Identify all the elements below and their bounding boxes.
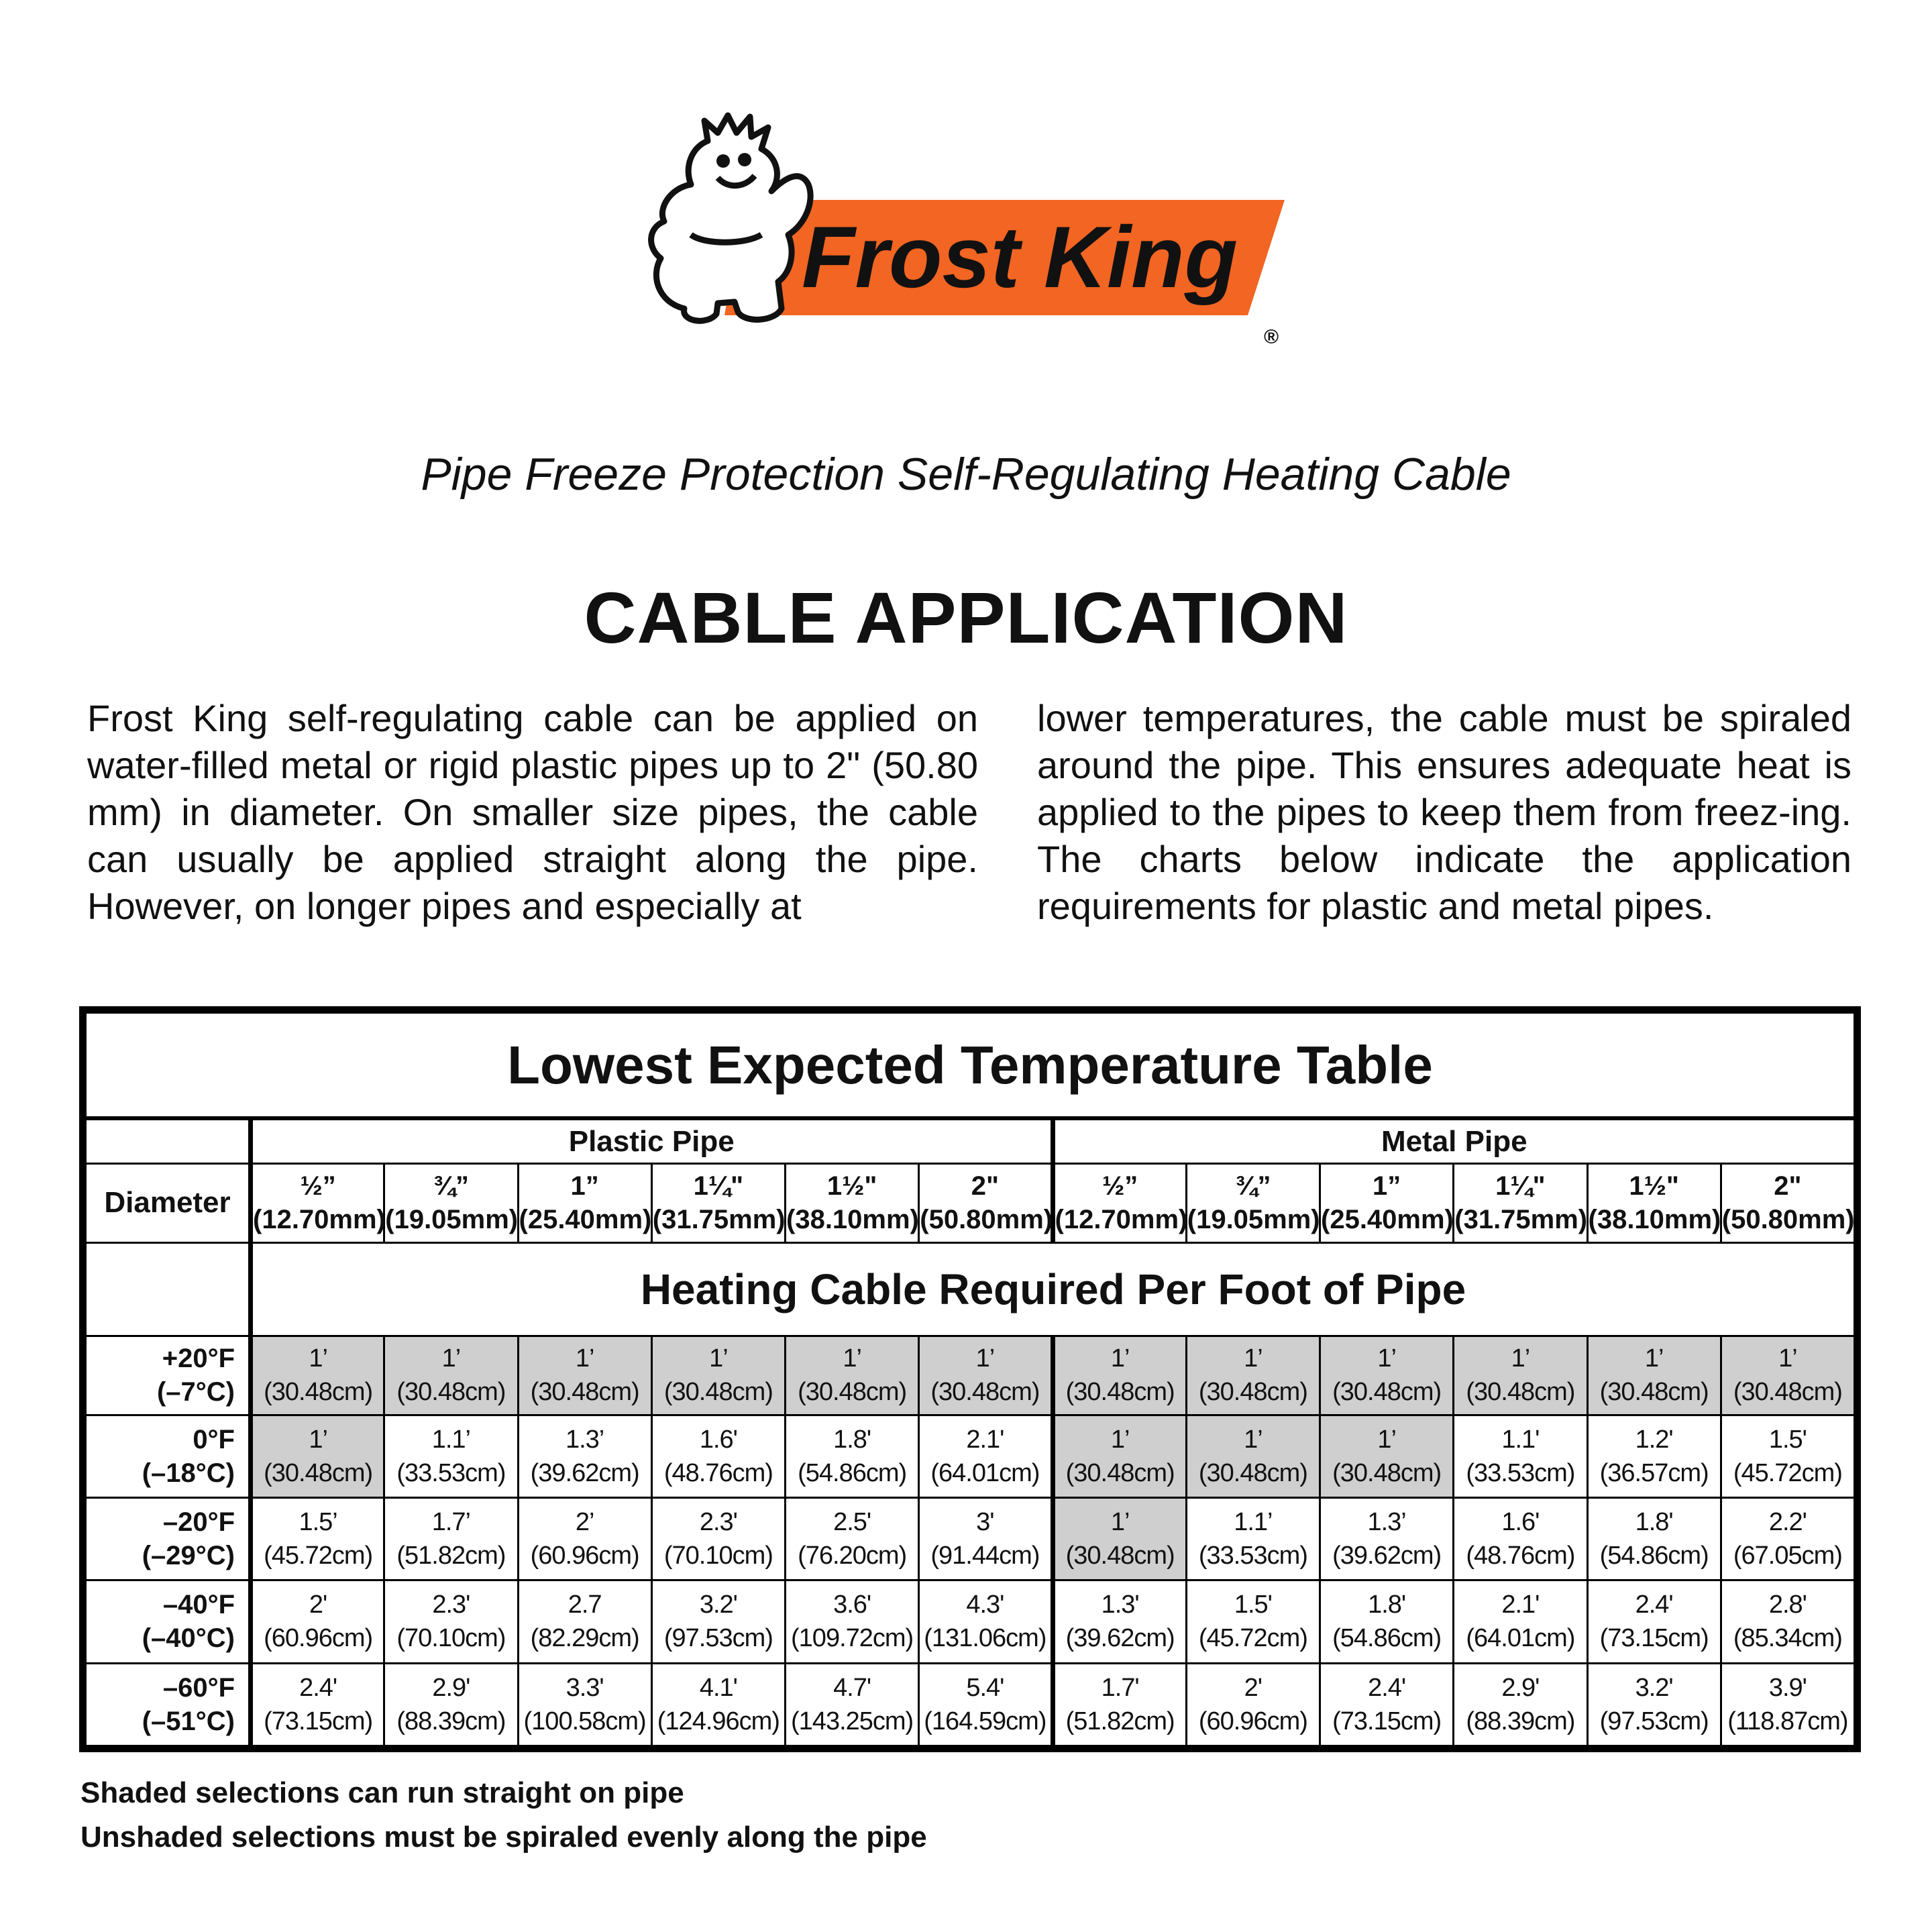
cable-length-cell xyxy=(1587,1415,1721,1497)
cable-length-cell xyxy=(1186,1580,1320,1663)
cable-length-cm: (54.86cm) xyxy=(1599,1542,1709,1570)
cable-length-cm: (30.48cm) xyxy=(264,1378,373,1407)
cable-length-cm: (97.53cm) xyxy=(1599,1707,1709,1735)
shaded-note: Shaded selections can run straight on pipe xyxy=(80,1776,684,1809)
cable-length-cell xyxy=(919,1415,1053,1497)
cable-length-cell xyxy=(1721,1336,1854,1415)
cable-length-feet: 2.8' xyxy=(1768,1591,1807,1619)
cable-length-feet: 1’ xyxy=(1377,1425,1396,1454)
cable-length-cm: (70.10cm) xyxy=(663,1542,773,1570)
cable-length-cell xyxy=(384,1336,518,1415)
cable-length-cm: (48.76cm) xyxy=(1466,1542,1575,1570)
cable-length-cell xyxy=(919,1336,1053,1415)
cable-length-cm: (45.72cm) xyxy=(1733,1458,1842,1487)
cable-length-cm: (45.72cm) xyxy=(1198,1624,1307,1653)
temperature-fahrenheit: –60°F xyxy=(162,1672,235,1703)
temperature-label xyxy=(86,1663,251,1746)
temperature-celsius: (–18°C) xyxy=(142,1458,235,1488)
cable-length-feet: 3.9' xyxy=(1768,1673,1807,1702)
temperature-fahrenheit: –40°F xyxy=(162,1590,235,1620)
cable-length-cm: (100.58cm) xyxy=(523,1707,646,1735)
cable-length-feet: 1’ xyxy=(709,1344,728,1373)
cable-length-cell xyxy=(1186,1415,1320,1497)
cable-length-cell xyxy=(1320,1580,1454,1663)
cable-length-feet: 2.7 xyxy=(568,1591,602,1619)
cable-length-cm: (64.01cm) xyxy=(1466,1624,1575,1653)
cable-length-cell xyxy=(1454,1663,1587,1746)
cable-length-cm: (30.48cm) xyxy=(1332,1378,1442,1407)
cable-length-feet: 2' xyxy=(309,1591,327,1619)
temperature-fahrenheit: +20°F xyxy=(162,1344,235,1374)
cable-length-cm: (30.48cm) xyxy=(1065,1378,1175,1407)
cable-length-cell xyxy=(1320,1663,1454,1746)
table-row xyxy=(86,1415,1855,1497)
temperature-fahrenheit: 0°F xyxy=(193,1424,235,1454)
cable-length-cell xyxy=(518,1497,651,1580)
unshaded-note: Unshaded selections must be spiraled evenly along the pipe xyxy=(80,1821,927,1854)
table-title: Lowest Expected Temperature Table xyxy=(86,1013,1855,1119)
intro-paragraph-left: Frost King self-regulating cable can be applied on water-filled metal or rigid plastic pipes up to 2" (50.80 mm) in diameter. On smaller size pipes, the cable can usually be applied straight along the pipe. However, on longer pipes and especially at xyxy=(87,697,978,927)
cable-length-cm: (36.57cm) xyxy=(1599,1458,1709,1487)
cable-length-feet: 1.3’ xyxy=(565,1425,604,1454)
cable-length-cm: (88.39cm) xyxy=(1466,1707,1575,1735)
metal-size-header xyxy=(1454,1164,1587,1242)
cable-length-cell xyxy=(1186,1663,1320,1746)
cable-length-cell xyxy=(786,1415,919,1497)
temperature-celsius: (–51°C) xyxy=(142,1706,235,1736)
size-inches: ¾” xyxy=(1235,1171,1271,1201)
cable-length-feet: 1.8' xyxy=(1635,1508,1673,1537)
cable-length-feet: 1.2' xyxy=(1635,1425,1673,1454)
cable-length-cm: (131.06cm) xyxy=(924,1624,1046,1653)
cable-length-cm: (39.62cm) xyxy=(1332,1542,1442,1570)
cable-length-cm: (39.62cm) xyxy=(1065,1624,1175,1653)
cable-length-cm: (30.48cm) xyxy=(1733,1378,1842,1407)
size-inches: 1½" xyxy=(1629,1171,1679,1201)
cable-length-feet: 1’ xyxy=(1377,1344,1396,1373)
cable-length-cell xyxy=(1721,1580,1854,1663)
size-millimeters: (31.75mm) xyxy=(652,1205,786,1235)
cable-length-cell xyxy=(1587,1663,1721,1746)
cable-length-feet: 1.1’ xyxy=(431,1425,471,1454)
cable-length-cell xyxy=(251,1663,384,1746)
cable-length-feet: 1’ xyxy=(1110,1344,1130,1373)
cable-length-cm: (30.48cm) xyxy=(396,1378,506,1407)
cable-length-cm: (67.05cm) xyxy=(1733,1542,1842,1570)
cable-length-cell xyxy=(384,1497,518,1580)
cable-length-feet: 3.3' xyxy=(566,1673,604,1702)
cable-length-feet: 1.8' xyxy=(833,1425,871,1454)
size-millimeters: (12.70mm) xyxy=(253,1205,386,1235)
cable-length-feet: 2.1' xyxy=(966,1425,1004,1454)
cable-length-cm: (60.96cm) xyxy=(264,1624,373,1653)
cable-length-feet: 1’ xyxy=(1110,1508,1130,1537)
cable-length-feet: 1’ xyxy=(575,1344,594,1373)
table-row xyxy=(86,1580,1855,1663)
temperature-celsius: (–7°C) xyxy=(156,1377,235,1407)
cable-length-cell xyxy=(1454,1580,1587,1663)
cable-length-cell xyxy=(1053,1663,1186,1746)
size-inches: ½” xyxy=(300,1171,336,1201)
cable-length-feet: 3.2' xyxy=(1635,1673,1673,1702)
cable-length-cell xyxy=(651,1415,785,1497)
cable-length-cell xyxy=(1454,1415,1587,1497)
cable-length-cell xyxy=(919,1497,1053,1580)
table-subheading: Heating Cable Required Per Foot of Pipe xyxy=(251,1242,1855,1336)
cable-length-feet: 1’ xyxy=(1244,1344,1263,1373)
cable-length-feet: 1.1’ xyxy=(1234,1508,1273,1537)
plastic-size-header xyxy=(786,1164,919,1242)
cable-length-cm: (51.82cm) xyxy=(1065,1707,1175,1735)
cable-length-cm: (82.29cm) xyxy=(530,1624,639,1653)
cable-length-cm: (30.48cm) xyxy=(1198,1378,1307,1407)
cable-length-feet: 2.4' xyxy=(299,1673,337,1702)
temperature-label xyxy=(86,1336,251,1415)
size-inches: 1” xyxy=(570,1171,599,1201)
plastic-size-header xyxy=(919,1164,1053,1242)
cable-length-cm: (30.48cm) xyxy=(264,1458,373,1487)
cable-length-cell xyxy=(1053,1497,1186,1580)
cable-length-cm: (64.01cm) xyxy=(930,1458,1040,1487)
cable-length-cell xyxy=(786,1580,919,1663)
size-inches: ½” xyxy=(1102,1171,1138,1201)
metal-size-header xyxy=(1186,1164,1320,1242)
cable-length-cell xyxy=(786,1663,919,1746)
frost-king-logo xyxy=(644,107,1288,349)
cable-length-cell xyxy=(919,1580,1053,1663)
cable-length-cell xyxy=(651,1663,785,1746)
cable-length-feet: 3.2' xyxy=(699,1591,737,1619)
cable-length-feet: 4.1' xyxy=(699,1673,737,1702)
cable-length-cm: (33.53cm) xyxy=(396,1458,506,1487)
cable-length-feet: 1’ xyxy=(843,1344,861,1373)
cable-length-feet: 2.9' xyxy=(1501,1673,1540,1702)
cable-length-cell xyxy=(651,1497,785,1580)
cable-length-feet: 1’ xyxy=(1644,1344,1664,1373)
cable-length-cm: (30.48cm) xyxy=(1466,1378,1575,1407)
cable-length-cm: (30.48cm) xyxy=(530,1378,639,1407)
cable-length-cm: (33.53cm) xyxy=(1198,1542,1307,1570)
cable-length-cm: (73.15cm) xyxy=(1332,1707,1442,1735)
cable-length-cell xyxy=(384,1415,518,1497)
cable-length-feet: 2’ xyxy=(575,1508,594,1537)
cable-length-feet: 1.6' xyxy=(1501,1508,1540,1537)
cable-length-feet: 2.3' xyxy=(432,1591,470,1619)
size-inches: 1¼" xyxy=(693,1171,744,1201)
metal-size-header xyxy=(1320,1164,1454,1242)
cable-length-cell xyxy=(384,1663,518,1746)
cable-length-feet: 2.2' xyxy=(1768,1508,1807,1537)
plastic-size-header xyxy=(651,1164,785,1242)
temperature-fahrenheit: –20°F xyxy=(162,1507,235,1538)
cable-length-cell xyxy=(919,1663,1053,1746)
cable-length-feet: 1.8' xyxy=(1368,1591,1406,1619)
cable-length-cell xyxy=(518,1336,651,1415)
cable-length-feet: 2.4' xyxy=(1368,1673,1406,1702)
cable-length-cm: (30.48cm) xyxy=(930,1378,1040,1407)
cable-length-cm: (30.48cm) xyxy=(1332,1458,1442,1487)
cable-length-cm: (54.86cm) xyxy=(798,1458,907,1487)
cable-length-feet: 1.1' xyxy=(1501,1425,1540,1454)
cable-length-feet: 2' xyxy=(1244,1673,1263,1702)
cable-length-cell xyxy=(1721,1663,1854,1746)
size-inches: 2" xyxy=(1774,1171,1802,1201)
size-millimeters: (25.40mm) xyxy=(519,1205,652,1235)
cable-length-cell xyxy=(786,1336,919,1415)
plastic-size-header xyxy=(518,1164,651,1242)
cable-length-cm: (33.53cm) xyxy=(1466,1458,1575,1487)
cable-length-cm: (30.48cm) xyxy=(1599,1378,1709,1407)
size-millimeters: (31.75mm) xyxy=(1454,1205,1588,1235)
cable-length-cell xyxy=(251,1415,384,1497)
cable-length-cm: (73.15cm) xyxy=(264,1707,373,1735)
diameter-label: Diameter xyxy=(86,1164,251,1242)
cable-length-cell xyxy=(1587,1497,1721,1580)
cable-length-feet: 4.3' xyxy=(966,1591,1004,1619)
plastic-size-header xyxy=(384,1164,518,1242)
cable-length-feet: 1.7’ xyxy=(431,1508,471,1537)
temperature-label xyxy=(86,1415,251,1497)
cable-length-cm: (124.96cm) xyxy=(657,1707,780,1735)
temperature-label xyxy=(86,1580,251,1663)
logo-registered-mark: ® xyxy=(1263,326,1279,348)
cable-length-feet: 5.4' xyxy=(966,1673,1004,1702)
size-inches: 2" xyxy=(971,1171,999,1201)
cable-length-cm: (60.96cm) xyxy=(530,1542,639,1570)
cable-length-feet: 1.5' xyxy=(1768,1425,1807,1454)
metal-size-header xyxy=(1721,1164,1854,1242)
cable-length-feet: 2.9' xyxy=(432,1673,470,1702)
intro-paragraph-right: lower temperatures, the cable must be spiraled around the pipe. This ensures adequate heat is applied to the pipes to keep them from freez-ing. The charts below indicate the application requirements for plastic and metal pipes. xyxy=(1037,697,1851,927)
metal-size-header xyxy=(1053,1164,1186,1242)
cable-length-cell xyxy=(384,1580,518,1663)
cable-length-feet: 2.5' xyxy=(833,1508,871,1537)
cable-length-feet: 1’ xyxy=(1778,1344,1797,1373)
logo-wordmark: Frost King xyxy=(802,208,1238,306)
cable-length-cell xyxy=(1053,1336,1186,1415)
cable-length-feet: 2.1' xyxy=(1501,1591,1540,1619)
temperature-table-frame xyxy=(79,1006,1861,1752)
table-notes xyxy=(80,1771,927,1860)
cable-length-cell xyxy=(1320,1336,1454,1415)
size-millimeters: (50.80mm) xyxy=(920,1205,1053,1235)
cable-length-cell xyxy=(251,1497,384,1580)
cable-length-feet: 3' xyxy=(976,1508,994,1537)
cable-length-cm: (30.48cm) xyxy=(1198,1458,1307,1487)
cable-length-cell xyxy=(1587,1336,1721,1415)
cable-length-feet: 1’ xyxy=(975,1344,995,1373)
cable-length-cell xyxy=(1721,1497,1854,1580)
plastic-pipe-header: Plastic Pipe xyxy=(251,1118,1053,1164)
cable-length-feet: 1.3’ xyxy=(1367,1508,1406,1537)
temperature-celsius: (–40°C) xyxy=(142,1623,235,1654)
cable-length-feet: 1.5' xyxy=(1234,1591,1272,1619)
cable-length-cm: (30.48cm) xyxy=(798,1378,907,1407)
document-heading: CABLE APPLICATION xyxy=(584,577,1348,658)
cable-length-feet: 1.7' xyxy=(1101,1673,1139,1702)
cable-length-feet: 1’ xyxy=(1511,1344,1530,1373)
cable-length-cm: (30.48cm) xyxy=(1065,1458,1175,1487)
size-inches: ¾” xyxy=(433,1171,470,1201)
cable-length-cm: (45.72cm) xyxy=(264,1542,373,1570)
cable-length-feet: 3.6' xyxy=(833,1591,871,1619)
cable-length-feet: 2.4' xyxy=(1635,1591,1673,1619)
cable-length-feet: 1’ xyxy=(1244,1425,1263,1454)
document-subtitle: Pipe Freeze Protection Self-Regulating Heating Cable xyxy=(421,449,1511,500)
cable-length-cell xyxy=(786,1497,919,1580)
cable-length-cm: (54.86cm) xyxy=(1332,1624,1442,1653)
cable-length-cell xyxy=(1320,1415,1454,1497)
blank-label-cell xyxy=(86,1242,251,1336)
temperature-celsius: (–29°C) xyxy=(142,1541,235,1571)
size-millimeters: (19.05mm) xyxy=(385,1205,519,1235)
cable-length-cm: (39.62cm) xyxy=(530,1458,639,1487)
cable-length-cell xyxy=(251,1336,384,1415)
size-millimeters: (19.05mm) xyxy=(1187,1205,1320,1235)
cable-length-cm: (109.72cm) xyxy=(791,1624,914,1653)
metal-size-header xyxy=(1587,1164,1721,1242)
cable-length-cm: (48.76cm) xyxy=(663,1458,773,1487)
metal-pipe-header: Metal Pipe xyxy=(1053,1118,1855,1164)
cable-length-cell xyxy=(1186,1497,1320,1580)
cable-length-cm: (118.87cm) xyxy=(1727,1707,1848,1735)
cable-length-cm: (143.25cm) xyxy=(791,1707,914,1735)
diameter-row xyxy=(86,1164,1855,1242)
temperature-label xyxy=(86,1497,251,1580)
cable-length-cm: (30.48cm) xyxy=(663,1378,773,1407)
cable-length-cell xyxy=(1186,1336,1320,1415)
table-row xyxy=(86,1336,1855,1415)
temperature-table xyxy=(85,1012,1856,1747)
cable-length-cell xyxy=(1454,1336,1587,1415)
size-inches: 1½" xyxy=(826,1171,877,1201)
cable-length-cell xyxy=(1454,1497,1587,1580)
cable-length-cm: (70.10cm) xyxy=(396,1624,506,1653)
cable-length-feet: 1’ xyxy=(309,1344,327,1373)
cable-length-feet: 1’ xyxy=(309,1425,327,1454)
table-row xyxy=(86,1497,1855,1580)
cable-length-feet: 1.6' xyxy=(699,1425,737,1454)
cable-length-feet: 1’ xyxy=(441,1344,461,1373)
size-millimeters: (50.80mm) xyxy=(1721,1205,1855,1235)
cable-length-cell xyxy=(251,1580,384,1663)
size-inches: 1” xyxy=(1373,1171,1401,1201)
cable-length-cm: (73.15cm) xyxy=(1599,1624,1709,1653)
cable-length-cell xyxy=(518,1580,651,1663)
cable-length-cm: (91.44cm) xyxy=(930,1542,1040,1570)
cable-length-cm: (85.34cm) xyxy=(1733,1624,1842,1653)
size-millimeters: (38.10mm) xyxy=(786,1205,919,1235)
size-millimeters: (38.10mm) xyxy=(1588,1205,1721,1235)
cable-length-feet: 1’ xyxy=(1110,1425,1130,1454)
size-millimeters: (25.40mm) xyxy=(1321,1205,1454,1235)
cable-length-cm: (88.39cm) xyxy=(396,1707,506,1735)
plastic-size-header xyxy=(251,1164,384,1242)
cable-length-cm: (30.48cm) xyxy=(1065,1542,1175,1570)
cable-length-cell xyxy=(1587,1580,1721,1663)
cable-length-cell xyxy=(518,1663,651,1746)
cable-length-feet: 4.7' xyxy=(833,1673,871,1702)
cable-length-cell xyxy=(1053,1580,1186,1663)
size-inches: 1¼" xyxy=(1495,1171,1546,1201)
cable-length-cm: (60.96cm) xyxy=(1198,1707,1307,1735)
cable-length-cm: (97.53cm) xyxy=(663,1624,773,1653)
blank-corner-cell xyxy=(86,1118,251,1164)
cable-length-cell xyxy=(1053,1415,1186,1497)
cable-length-cm: (51.82cm) xyxy=(396,1542,506,1570)
cable-length-cell xyxy=(651,1580,785,1663)
size-millimeters: (12.70mm) xyxy=(1055,1205,1188,1235)
cable-length-cell xyxy=(518,1415,651,1497)
cable-length-cm: (76.20cm) xyxy=(798,1542,907,1570)
table-row xyxy=(86,1663,1855,1746)
cable-length-feet: 2.3' xyxy=(699,1508,737,1537)
cable-length-cell xyxy=(651,1336,785,1415)
cable-length-cm: (164.59cm) xyxy=(924,1707,1046,1735)
cable-length-feet: 1.5’ xyxy=(299,1508,337,1537)
cable-length-feet: 1.3' xyxy=(1101,1591,1139,1619)
cable-length-cell xyxy=(1320,1497,1454,1580)
cable-length-cell xyxy=(1721,1415,1854,1497)
